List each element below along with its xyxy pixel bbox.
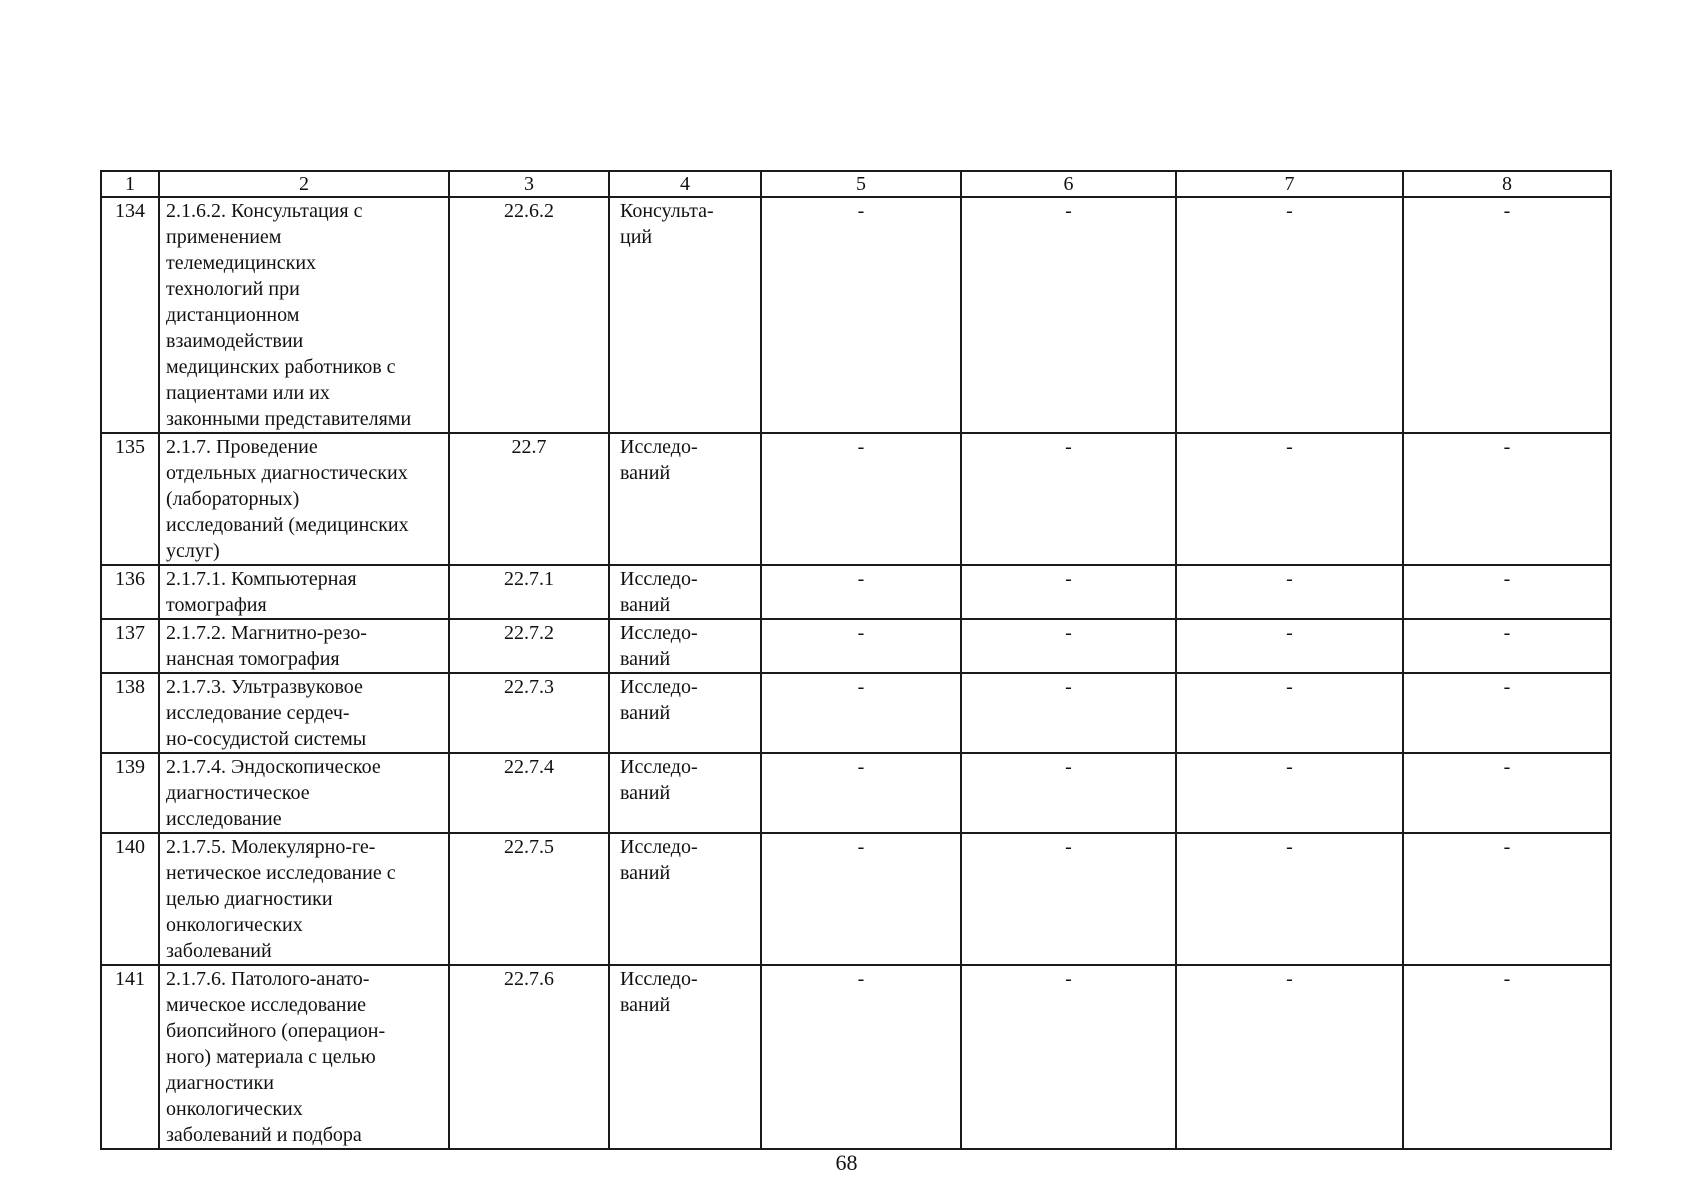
header-cell: 7 [1176, 171, 1403, 197]
value-cell: - [1176, 433, 1403, 565]
unit-of-measure: Исследо- ваний [609, 565, 761, 619]
unit-of-measure: Исследо- ваний [609, 673, 761, 753]
service-name: 2.1.7.2. Магнитно-резо- нансная томография [159, 619, 449, 673]
value-cell: - [1403, 833, 1611, 965]
value-cell: - [961, 619, 1176, 673]
table-row [101, 565, 1611, 619]
page-number: 68 [835, 1150, 858, 1175]
value-cell: - [761, 965, 961, 1149]
unit-of-measure: Исследо- ваний [609, 833, 761, 965]
service-name: 2.1.7. Проведение отдельных диагностических (лабораторных) исследований (медицинских услуг) [159, 433, 449, 565]
value-cell: - [1403, 197, 1611, 433]
row-number: 134 [101, 197, 159, 433]
value-cell: - [761, 673, 961, 753]
value-cell: - [761, 833, 961, 965]
header-cell: 6 [961, 171, 1176, 197]
value-cell: - [1176, 965, 1403, 1149]
row-number: 140 [101, 833, 159, 965]
value-cell: - [1176, 833, 1403, 965]
value-cell: - [961, 833, 1176, 965]
table-row [101, 833, 1611, 965]
row-number: 137 [101, 619, 159, 673]
value-cell: - [961, 753, 1176, 833]
row-number: 139 [101, 753, 159, 833]
header-cell: 1 [101, 171, 159, 197]
row-number: 141 [101, 965, 159, 1149]
value-cell: - [961, 197, 1176, 433]
service-code: 22.7.6 [449, 965, 609, 1149]
value-cell: - [761, 619, 961, 673]
row-number: 135 [101, 433, 159, 565]
value-cell: - [1403, 753, 1611, 833]
header-cell: 2 [159, 171, 449, 197]
value-cell: - [761, 197, 961, 433]
service-code: 22.6.2 [449, 197, 609, 433]
value-cell: - [961, 673, 1176, 753]
service-code: 22.7.2 [449, 619, 609, 673]
value-cell: - [1176, 619, 1403, 673]
row-number: 138 [101, 673, 159, 753]
value-cell: - [1403, 619, 1611, 673]
service-name: 2.1.7.4. Эндоскопическое диагностическое исследование [159, 753, 449, 833]
unit-of-measure: Исследо- ваний [609, 753, 761, 833]
value-cell: - [961, 433, 1176, 565]
service-name: 2.1.7.5. Молекулярно-ге- нетическое исследование с целью диагностики онкологических заболеваний [159, 833, 449, 965]
value-cell: - [1403, 565, 1611, 619]
table-row [101, 673, 1611, 753]
value-cell: - [1176, 565, 1403, 619]
service-name: 2.1.7.1. Компьютерная томография [159, 565, 449, 619]
unit-of-measure: Исследо- ваний [609, 619, 761, 673]
value-cell: - [761, 565, 961, 619]
service-code: 22.7 [449, 433, 609, 565]
value-cell: - [761, 753, 961, 833]
value-cell: - [1176, 753, 1403, 833]
service-name: 2.1.7.6. Патолого-анато- мическое исследование биопсийного (операцион- ного) материала с целью диагностики онкологических заболеваний и подбора [159, 965, 449, 1149]
table-row [101, 619, 1611, 673]
table-row [101, 753, 1611, 833]
service-code: 22.7.3 [449, 673, 609, 753]
value-cell: - [761, 433, 961, 565]
header-cell: 5 [761, 171, 961, 197]
value-cell: - [1403, 965, 1611, 1149]
value-cell: - [1176, 673, 1403, 753]
header-cell: 3 [449, 171, 609, 197]
table-row [101, 197, 1611, 433]
table-header-row [101, 171, 1611, 197]
row-number: 136 [101, 565, 159, 619]
service-name: 2.1.7.3. Ультразвуковое исследование сердеч- но-сосудистой системы [159, 673, 449, 753]
service-name: 2.1.6.2. Консультация с применением телемедицинских технологий при дистанционном взаимодействии медицинских работников с пациентами или их законными представителями [159, 197, 449, 433]
header-cell: 4 [609, 171, 761, 197]
service-code: 22.7.4 [449, 753, 609, 833]
value-cell: - [1403, 673, 1611, 753]
value-cell: - [961, 965, 1176, 1149]
service-code: 22.7.1 [449, 565, 609, 619]
service-code: 22.7.5 [449, 833, 609, 965]
value-cell: - [961, 565, 1176, 619]
table-row [101, 965, 1611, 1149]
table-row [101, 433, 1611, 565]
unit-of-measure: Исследо- ваний [609, 433, 761, 565]
data-table [100, 170, 1612, 1150]
unit-of-measure: Исследо- ваний [609, 965, 761, 1149]
value-cell: - [1403, 433, 1611, 565]
value-cell: - [1176, 197, 1403, 433]
header-cell: 8 [1403, 171, 1611, 197]
unit-of-measure: Консульта- ций [609, 197, 761, 433]
